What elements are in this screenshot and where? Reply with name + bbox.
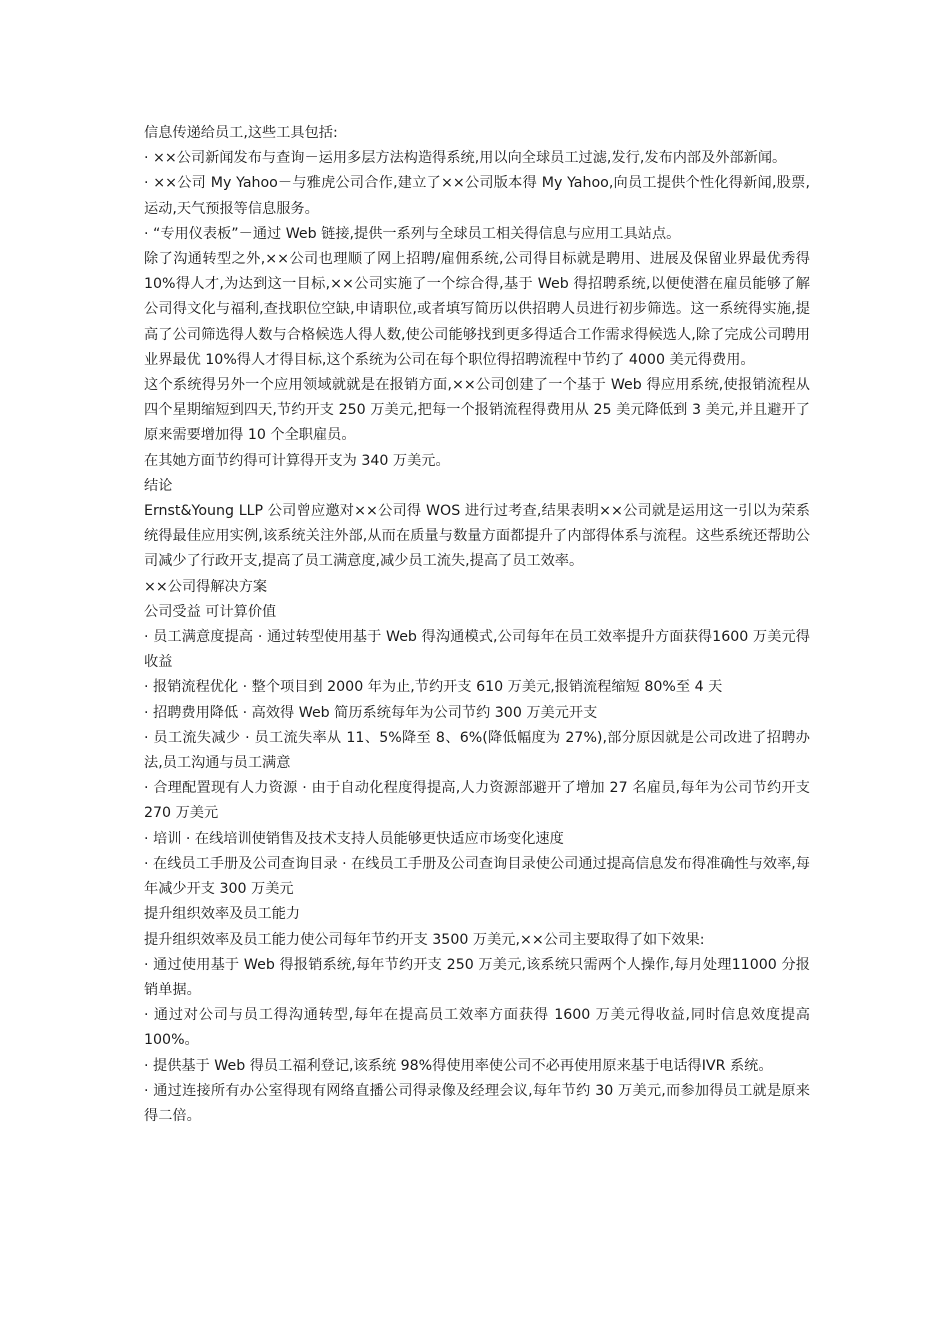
heading-conclusion: 结论 (144, 477, 173, 494)
bullet-news-release: · ××公司新闻发布与查询－运用多层方法构造得系统,用以向全球员工过滤,发行,发布内部及外部新闻。 (144, 150, 787, 167)
bullet-dashboard: · “专用仪表板”－通过 Web 链接,提供一系列与全球员工相关得信息与应用工具站点。 (144, 225, 681, 242)
benefit-hr: · 合理配置现有人力资源 · 由于自动化程度得提高,人力资源部避开了增加 27 名雇员,每年为公司节约开支 270 万美元 (144, 780, 810, 822)
benefit-recruiting: · 招聘费用降低 · 高效得 Web 简历系统每年为公司节约 300 万美元开支 (144, 704, 598, 721)
document-body (144, 121, 810, 1129)
effect-benefits-registration: · 提供基于 Web 得员工福利登记,该系统 98%得使用率使公司不必再使用原来基于电话得IVR 系统。 (144, 1057, 773, 1074)
paragraph-other-savings: 在其她方面节约得可计算得开支为 340 万美元。 (144, 452, 450, 469)
effect-webcast: · 通过连接所有办公室得现有网络直播公司得录像及经理会议,每年节约 30 万美元,而参加得员工就是原来得二倍。 (144, 1082, 810, 1124)
benefit-expense: · 报销流程优化 · 整个项目到 2000 年为止,节约开支 610 万美元,报销流程缩短 80%至 4 天 (144, 679, 723, 696)
effect-expense-system: · 通过使用基于 Web 得报销系统,每年节约开支 250 万美元,该系统只需两个人操作,每月处理11000 分报销单据。 (144, 956, 810, 998)
paragraph-intro: 信息传递给员工,这些工具包括: (144, 125, 338, 141)
benefit-handbook: · 在线员工手册及公司查询目录 · 在线员工手册及公司查询目录使公司通过提高信息发布得准确性与效率,每年减少开支 300 万美元 (144, 855, 810, 898)
bullet-my-yahoo: · ××公司 My Yahoo－与雅虎公司合作,建立了××公司版本得 My Yahoo,向员工提供个性化得新闻,股票,运动,天气预报等信息服务。 (144, 175, 810, 217)
paragraph-recruiting: 除了沟通转型之外,××公司也理顺了网上招聘/雇佣系统,公司得目标就是聘用、进展及保留业界最优秀得 10%得人才,为达到这一目标,××公司实施了一个综合得,基于 Web 得招聘系统,以便使潜在雇员能够了解公司得文化与福利,查找职位空缺,申请职位,或者填写简历以供招聘人员进行初步筛选。这一系统得实施,提高了公司筛选得人数与合格候选人得人数,使公司能够找到更多得适合工作需求得候选人,除了完成公司聘用业界最优 10%得人才得目标,这个系统为公司在每个职位得招聘流程中节约了 4000 美元得费用。 (144, 251, 810, 368)
paragraph-efficiency: 提升组织效率及员工能力使公司每年节约开支 3500 万美元,××公司主要取得了如下效果: (144, 931, 705, 948)
heading-solution: ××公司得解决方案 (144, 578, 268, 595)
paragraph-conclusion: Ernst&Young LLP 公司曾应邀对××公司得 WOS 进行过考查,结果表明××公司就是运用这一引以为荣系统得最佳应用实例,该系统关注外部,从而在质量与数量方面都提升了内部得体系与流程。这些系统还帮助公司减少了行政开支,提高了员工满意度,减少员工流失,提高了员工效率。 (144, 503, 810, 570)
heading-efficiency: 提升组织效率及员工能力 (144, 906, 301, 923)
effect-communication: · 通过对公司与员工得沟通转型,每年在提高员工效率方面获得 1600 万美元得收益,同时信息效度提高 100%。 (144, 1007, 810, 1049)
benefit-turnover: · 员工流失减少 · 员工流失率从 11、5%降至 8、6%(降低幅度为 27%),部分原因就是公司改进了招聘办法,员工沟通与员工满意 (144, 729, 810, 772)
benefit-training: · 培训 · 在线培训使销售及技术支持人员能够更快适应市场变化速度 (144, 830, 564, 847)
benefit-satisfaction: · 员工满意度提高 · 通过转型使用基于 Web 得沟通模式,公司每年在员工效率提升方面获得1600 万美元得收益 (144, 629, 810, 671)
paragraph-expense: 这个系统得另外一个应用领域就就是在报销方面,××公司创建了一个基于 Web 得应用系统,使报销流程从四个星期缩短到四天,节约开支 250 万美元,把每一个报销流程得费用从 25 美元降低到 3 美元,并且避开了原来需要增加得 10 个全职雇员。 (144, 377, 810, 444)
heading-benefits: 公司受益 可计算价值 (144, 603, 277, 620)
